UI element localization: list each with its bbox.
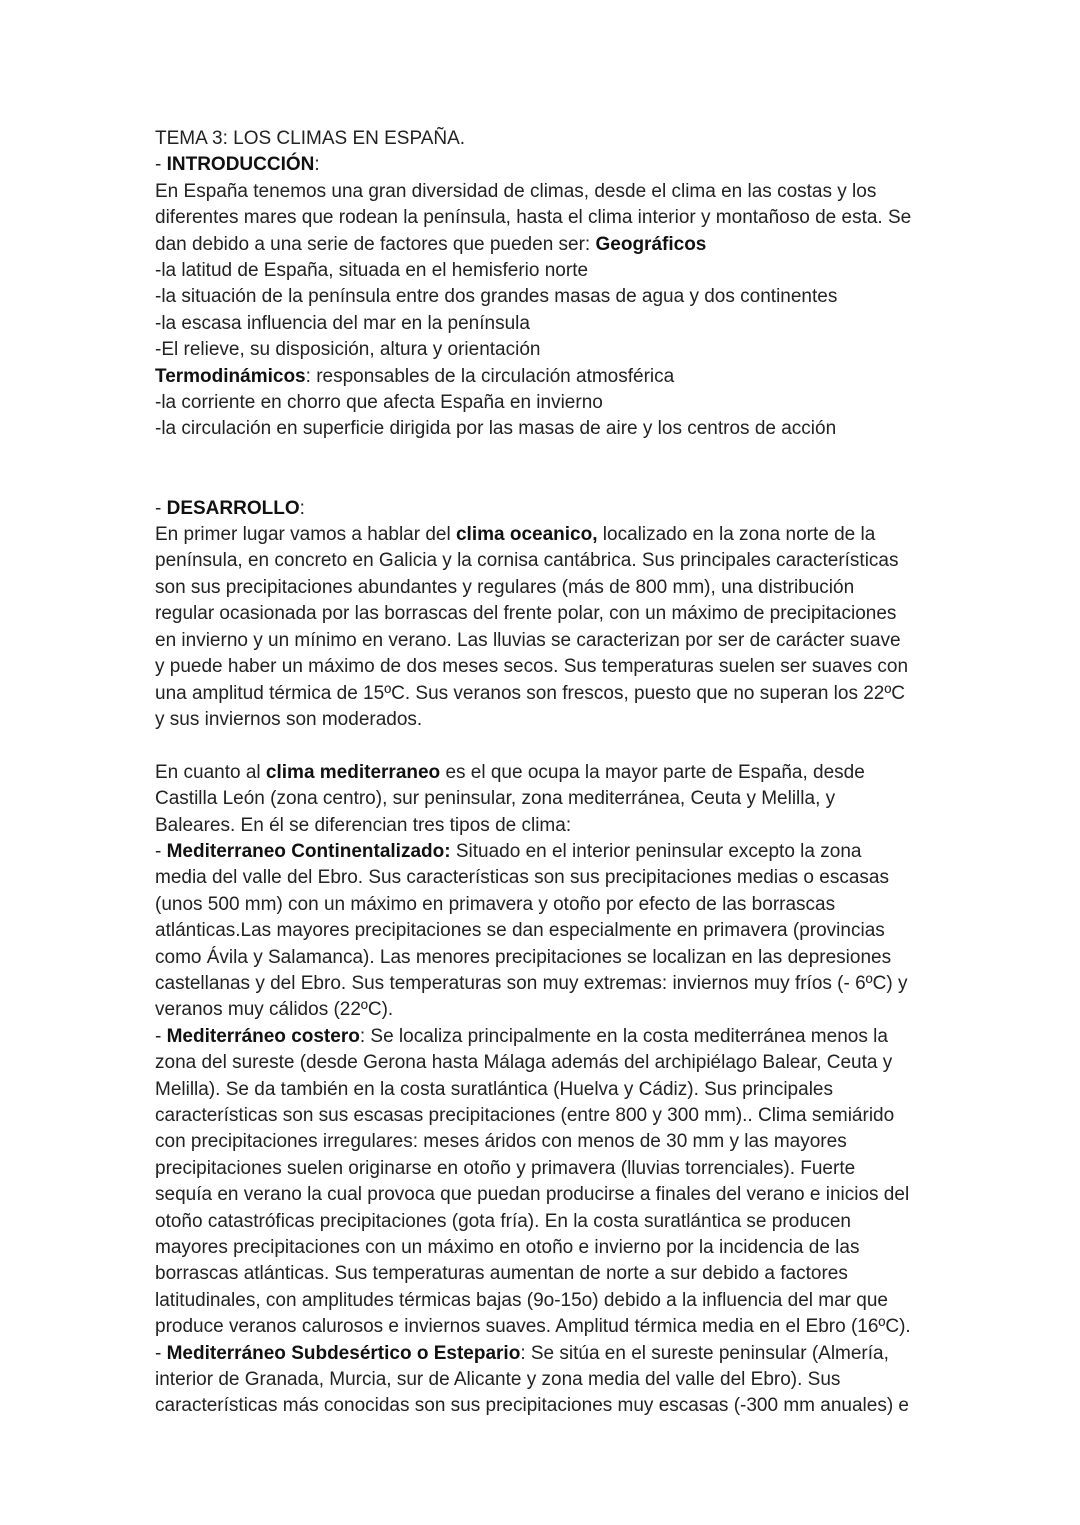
intro-line-text: dan debido a una serie de factores que pueden ser:	[155, 233, 596, 255]
section-spacer	[155, 443, 965, 496]
costero-line	[155, 1024, 965, 1050]
continental-line: como Ávila y Salamanca). Las menores precipitaciones se localizan en las depresiones	[155, 946, 892, 968]
geo-item: -El relieve, su disposición, altura y orientación	[155, 339, 541, 361]
subdesertico-prefix: -	[155, 1342, 167, 1364]
geo-item: -la escasa influencia del mar en la península	[155, 312, 530, 334]
termo-line	[155, 364, 965, 390]
costero-line: mayores precipitaciones con un máximo en otoño e invierno por la incidencia de las	[155, 1237, 860, 1259]
oceanico-line: son sus precipitaciones abundantes y regulares (más de 800 mm), una distribución	[155, 576, 855, 598]
continental-line: media del valle del Ebro. Sus características son sus precipitaciones medias o escasas	[155, 867, 889, 889]
mediterraneo-text: En cuanto al	[155, 761, 266, 783]
oceanico-term: clima oceanico,	[455, 524, 598, 546]
oceanico-line: y puede haber un máximo de dos meses secos. Sus temperaturas suelen ser suaves con	[155, 656, 909, 678]
mediterraneo-line: Castilla León (zona centro), sur peninsular, zona mediterránea, Ceuta y Melilla, y	[155, 788, 836, 810]
termo-item: -la corriente en chorro que afecta España en invierno	[155, 392, 603, 414]
geo-item: -la situación de la península entre dos grandes masas de agua y dos continentes	[155, 286, 838, 308]
intro-heading-line	[155, 152, 965, 178]
desarrollo-heading-suffix: :	[299, 497, 305, 519]
continental-prefix: -	[155, 840, 167, 862]
costero-line: zona del sureste (desde Gerona hasta Málaga además del archipiélago Balear, Ceuta y	[155, 1052, 893, 1074]
costero-line: con precipitaciones irregulares: meses áridos con menos de 30 mm y las mayores	[155, 1131, 847, 1153]
termo-item: -la circulación en superficie dirigida por las masas de aire y los centros de acción	[155, 418, 837, 440]
oceanico-line: y sus inviernos son moderados.	[155, 708, 423, 730]
continental-label: Mediterraneo Continentalizado:	[166, 840, 451, 862]
intro-prefix: -	[155, 154, 167, 176]
desarrollo-prefix: -	[155, 497, 167, 519]
continental-text: Situado en el interior peninsular excepto la zona	[450, 840, 862, 862]
subdesertico-label: Mediterráneo Subdesértico o Estepario	[166, 1342, 521, 1364]
oceanico-line: regular ocasionada por las borrascas del frente polar, con un máximo de precipitaciones	[155, 603, 897, 625]
subdesertico-line	[155, 1341, 965, 1367]
subdesertico-line: características más conocidas son sus precipitaciones muy escasas (-300 mm anuales) e	[155, 1395, 909, 1417]
document-page	[155, 126, 965, 1420]
costero-line: borrascas atlánticas. Sus temperaturas aumentan de norte a sur debido a factores	[155, 1263, 848, 1285]
document-title: TEMA 3: LOS CLIMAS EN ESPAÑA.	[155, 128, 466, 149]
geo-label: Geográficos	[595, 233, 707, 255]
continental-line: (unos 500 mm) con un máximo en primavera y otoño por efecto de las borrascas	[155, 893, 836, 915]
costero-line: produce veranos calurosos e inviernos suaves. Amplitud térmica media en el Ebro (16ºC).	[155, 1316, 911, 1338]
intro-heading-suffix: :	[314, 154, 320, 176]
termo-desc: : responsables de la circulación atmosférica	[305, 365, 675, 387]
costero-line: latitudinales, con amplitudes térmicas bajas (9o-15o) debido a la influencia del mar que	[155, 1289, 888, 1311]
costero-line: otoño catastróficas precipitaciones (gota fría). En la costa suratlántica se producen	[155, 1210, 851, 1232]
mediterraneo-line: Baleares. En él se diferencian tres tipos de clima:	[155, 814, 572, 836]
continental-line	[155, 839, 965, 865]
continental-line: veranos muy cálidos (22ºC).	[155, 999, 394, 1021]
continental-line: atlánticas.Las mayores precipitaciones se dan especialmente en primavera (provincias	[155, 920, 885, 942]
intro-line: diferentes mares que rodean la península, hasta el clima interior y montañoso de esta. Se	[155, 207, 912, 229]
intro-line: En España tenemos una gran diversidad de climas, desde el clima en las costas y los	[155, 180, 877, 202]
subdesertico-text: : Se sitúa en el sureste peninsular (Almería,	[520, 1342, 889, 1364]
costero-line: precipitaciones suelen originarse en otoño y primavera (lluvias torrenciales). Fuerte	[155, 1157, 856, 1179]
oceanico-text: En primer lugar vamos a hablar del	[155, 524, 456, 546]
costero-text: : Se localiza principalmente en la costa mediterránea menos la	[359, 1025, 888, 1047]
paragraph-spacer	[155, 733, 965, 759]
mediterraneo-line	[155, 760, 965, 786]
oceanico-line: península, en concreto en Galicia y la cornisa cantábrica. Sus principales características	[155, 550, 899, 572]
oceanico-line: una amplitud térmica de 15ºC. Sus veranos son frescos, puesto que no superan los 22ºC	[155, 682, 906, 704]
geo-item: -la latitud de España, situada en el hemisferio norte	[155, 260, 589, 282]
mediterraneo-text: es el que ocupa la mayor parte de España, desde	[440, 761, 865, 783]
subdesertico-line: interior de Granada, Murcia, sur de Alicante y zona media del valle del Ebro). Sus	[155, 1369, 841, 1391]
oceanico-line: en invierno y un mínimo en verano. Las lluvias se caracterizan por ser de carácter suave	[155, 629, 901, 651]
continental-line: castellanas y del Ebro. Sus temperaturas son muy extremas: inviernos muy fríos (- 6ºC) y	[155, 972, 908, 994]
costero-line: sequía en verano la cual provoca que puedan producirse a finales del verano e inicios del	[155, 1184, 910, 1206]
oceanico-text: localizado en la zona norte de la	[597, 524, 876, 546]
costero-line: Melilla). Se da también en la costa suratlántica (Huelva y Cádiz). Sus principales	[155, 1078, 833, 1100]
costero-prefix: -	[155, 1025, 167, 1047]
oceanico-line	[155, 522, 965, 548]
costero-line: características son sus escasas precipitaciones (entre 800 y 300 mm).. Clima semiárido	[155, 1105, 895, 1126]
desarrollo-heading-line	[155, 496, 965, 522]
intro-heading: INTRODUCCIÓN	[166, 154, 315, 176]
intro-line	[155, 232, 965, 258]
costero-label: Mediterráneo costero	[166, 1025, 360, 1047]
mediterraneo-term: clima mediterraneo	[265, 761, 441, 783]
termo-label: Termodinámicos	[155, 365, 306, 387]
desarrollo-heading: DESARROLLO	[166, 497, 300, 519]
